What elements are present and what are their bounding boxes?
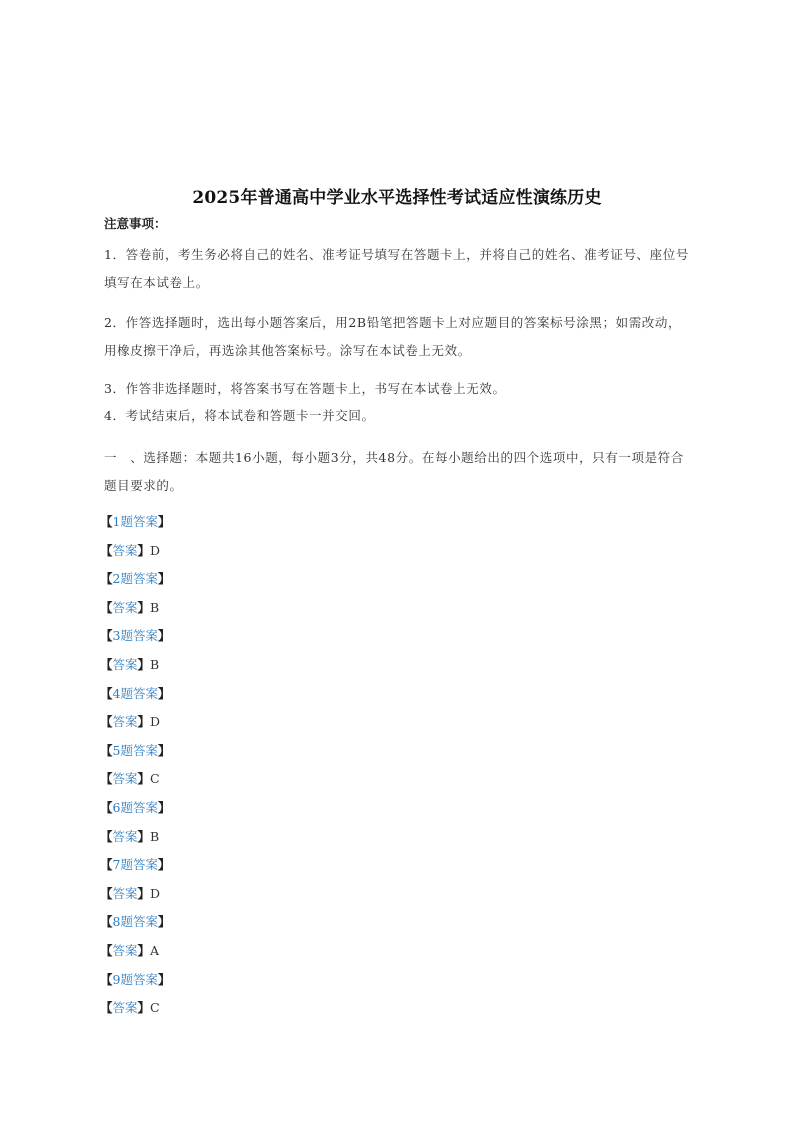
close-bracket: 】 (137, 714, 151, 730)
answer-prefix: 答案 (112, 942, 138, 958)
question-label: 9题答案 (112, 971, 158, 987)
notice-item-1: 1．答卷前，考生务必将自己的姓名、准考证号填写在答题卡上，并将自己的姓名、准考证号、座位号填写在本试卷上。 (104, 247, 689, 290)
close-bracket: 】 (137, 771, 151, 787)
section-heading: 一 、选择题：本题共16小题，每小题3分，共48分。在每小题给出的四个选项中，只有一项是符合题目要求的。 (104, 450, 684, 493)
close-bracket: 】 (157, 514, 171, 529)
answer-prefix: 答案 (112, 714, 138, 730)
close-bracket: 】 (137, 828, 151, 844)
open-bracket: 【 (100, 914, 113, 930)
close-bracket: 】 (157, 914, 171, 930)
answer-value: A (150, 942, 160, 958)
close-bracket: 】 (137, 1000, 151, 1016)
open-bracket: 【 (100, 599, 113, 615)
question-label: 8题答案 (112, 914, 158, 930)
answer-value: B (150, 828, 160, 844)
question-label-row (100, 680, 500, 709)
answer-value: B (150, 599, 160, 615)
answer-prefix: 答案 (112, 885, 138, 901)
close-bracket: 】 (157, 799, 171, 815)
answer-row (100, 937, 500, 966)
open-bracket: 【 (100, 571, 113, 587)
question-label-row (100, 737, 500, 766)
answer-value: C (150, 1000, 160, 1016)
close-bracket: 】 (157, 857, 171, 873)
close-bracket: 】 (157, 742, 171, 758)
question-label-row (100, 794, 500, 823)
question-label: 2题答案 (112, 571, 158, 587)
question-label-row (100, 966, 500, 995)
close-bracket: 】 (157, 571, 171, 587)
question-label-row (100, 508, 500, 537)
answer-row (100, 594, 500, 623)
question-label: 4题答案 (112, 685, 158, 701)
open-bracket: 【 (100, 942, 113, 958)
close-bracket: 】 (137, 942, 151, 958)
answer-row (100, 708, 500, 737)
open-bracket: 【 (100, 542, 113, 558)
answer-row (100, 537, 500, 566)
answer-list (100, 508, 500, 1023)
open-bracket: 【 (100, 514, 113, 529)
answer-value: B (150, 656, 160, 672)
answer-value: C (150, 771, 160, 787)
answer-prefix: 答案 (112, 542, 138, 558)
notice-item-2: 2．作答选择题时，选出每小题答案后，用2B铅笔把答题卡上对应题目的答案标号涂黑；如需改动，用橡皮擦干净后，再选涂其他答案标号。涂写在本试卷上无效。 (104, 315, 682, 358)
close-bracket: 】 (137, 599, 151, 615)
page-title: 2025年普通高中学业水平选择性考试适应性演练历史 (192, 188, 602, 208)
question-label-row (100, 622, 500, 651)
open-bracket: 【 (100, 714, 113, 730)
answer-value: D (150, 542, 161, 558)
question-label: 6题答案 (112, 799, 158, 815)
answer-prefix: 答案 (112, 599, 138, 615)
question-label-row (100, 908, 500, 937)
close-bracket: 】 (137, 885, 151, 901)
open-bracket: 【 (100, 742, 113, 758)
answer-row (100, 651, 500, 680)
open-bracket: 【 (100, 799, 113, 815)
notice-item-4: 4．考试结束后，将本试卷和答题卡一并交回。 (104, 408, 375, 423)
notice-heading: 注意事项： (104, 216, 167, 231)
close-bracket: 】 (137, 542, 151, 558)
close-bracket: 】 (157, 628, 171, 644)
answer-row (100, 823, 500, 852)
close-bracket: 】 (137, 656, 151, 672)
open-bracket: 【 (100, 885, 113, 901)
answer-prefix: 答案 (112, 828, 138, 844)
answer-prefix: 答案 (112, 771, 138, 787)
answer-row (100, 880, 500, 909)
answer-value: D (150, 885, 161, 901)
open-bracket: 【 (100, 971, 113, 987)
notice-item-3: 3．作答非选择题时，将答案书写在答题卡上，书写在本试卷上无效。 (104, 381, 506, 396)
open-bracket: 【 (100, 685, 113, 701)
question-label: 3题答案 (112, 628, 158, 644)
open-bracket: 【 (100, 1000, 113, 1016)
question-label: 1题答案 (112, 514, 158, 529)
answer-row (100, 765, 500, 794)
question-label-row (100, 565, 500, 594)
answer-prefix: 答案 (112, 1000, 138, 1016)
open-bracket: 【 (100, 628, 113, 644)
close-bracket: 】 (157, 685, 171, 701)
question-label: 7题答案 (112, 857, 158, 873)
answer-prefix: 答案 (112, 656, 138, 672)
answer-value: D (150, 714, 161, 730)
question-label: 5题答案 (112, 742, 158, 758)
answer-row (100, 994, 500, 1023)
open-bracket: 【 (100, 828, 113, 844)
open-bracket: 【 (100, 656, 113, 672)
open-bracket: 【 (100, 771, 113, 787)
question-label-row (100, 851, 500, 880)
close-bracket: 】 (157, 971, 171, 987)
open-bracket: 【 (100, 857, 113, 873)
